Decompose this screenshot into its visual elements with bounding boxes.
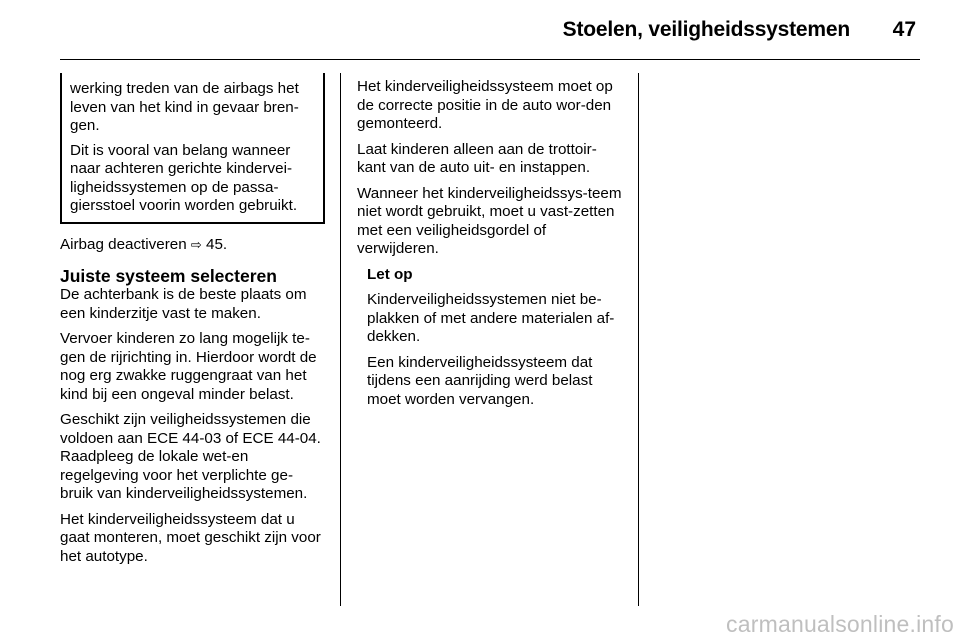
airbag-reference-text: Airbag deactiveren [60, 235, 187, 253]
body-paragraph: Vervoer kinderen zo lang mogelijk te-gen de rijrichting in. Hierdoor wordt de nog erg zwakke ruggengraat van het kind bij een ongeval minder belast. [60, 330, 317, 403]
page-reference-arrow-icon: ⇨ [190, 236, 202, 252]
section-heading: Juiste systeem selecteren [60, 266, 277, 286]
page-title: Stoelen, veiligheidssystemen [562, 18, 850, 41]
column-divider-right [638, 73, 639, 606]
column-divider-left [340, 73, 341, 606]
header-divider [60, 59, 920, 60]
body-paragraph: Geschikt zijn veiligheidssystemen die voldoen aan ECE 44-03 of ECE 44-04. Raadpleeg de lokale wet-en regelgeving voor het verplichte ge-bruik van kinderveiligheidssystemen. [60, 411, 321, 502]
warning-paragraph: werking treden van de airbags het leven van het kind in gevaar bren-gen. [70, 80, 299, 134]
airbag-reference [60, 236, 325, 255]
note-block [357, 266, 625, 410]
note-title: Let op [367, 265, 413, 283]
watermark: carmanualsonline.info [726, 611, 954, 637]
text-column-2 [357, 78, 625, 416]
page-number: 47 [892, 18, 916, 41]
body-paragraph: Laat kinderen alleen aan de trottoir-kant van de auto uit- en instappen. [357, 140, 597, 176]
warning-box [60, 73, 325, 224]
body-paragraph: Het kinderveiligheidssysteem dat u gaat monteren, moet geschikt zijn voor het autotype. [60, 510, 321, 565]
warning-paragraph: Dit is vooral van belang wanneer naar achteren gerichte kindervei-ligheidssystemen op de passa-giersstoel voorin worden gebruikt. [70, 141, 298, 214]
body-paragraph: Het kinderveiligheidssysteem moet op de correcte positie in de auto wor-den gemonteerd. [357, 78, 613, 132]
note-paragraph: Een kinderveiligheidssysteem dat tijdens een aanrijding werd belast moet worden vervangen. [367, 353, 593, 408]
text-column-1 [60, 73, 325, 573]
body-paragraph: Wanneer het kinderveiligheidssys-teem niet wordt gebruikt, moet u vast-zetten met een veiligheidsgordel of verwijderen. [357, 184, 622, 257]
airbag-reference-page: 45. [206, 235, 228, 253]
body-paragraph: De achterbank is de beste plaats om een kinderzitje vast te maken. [60, 286, 307, 322]
note-paragraph: Kinderveiligheidssystemen niet be-plakken of met andere materialen af-dekken. [367, 291, 615, 345]
